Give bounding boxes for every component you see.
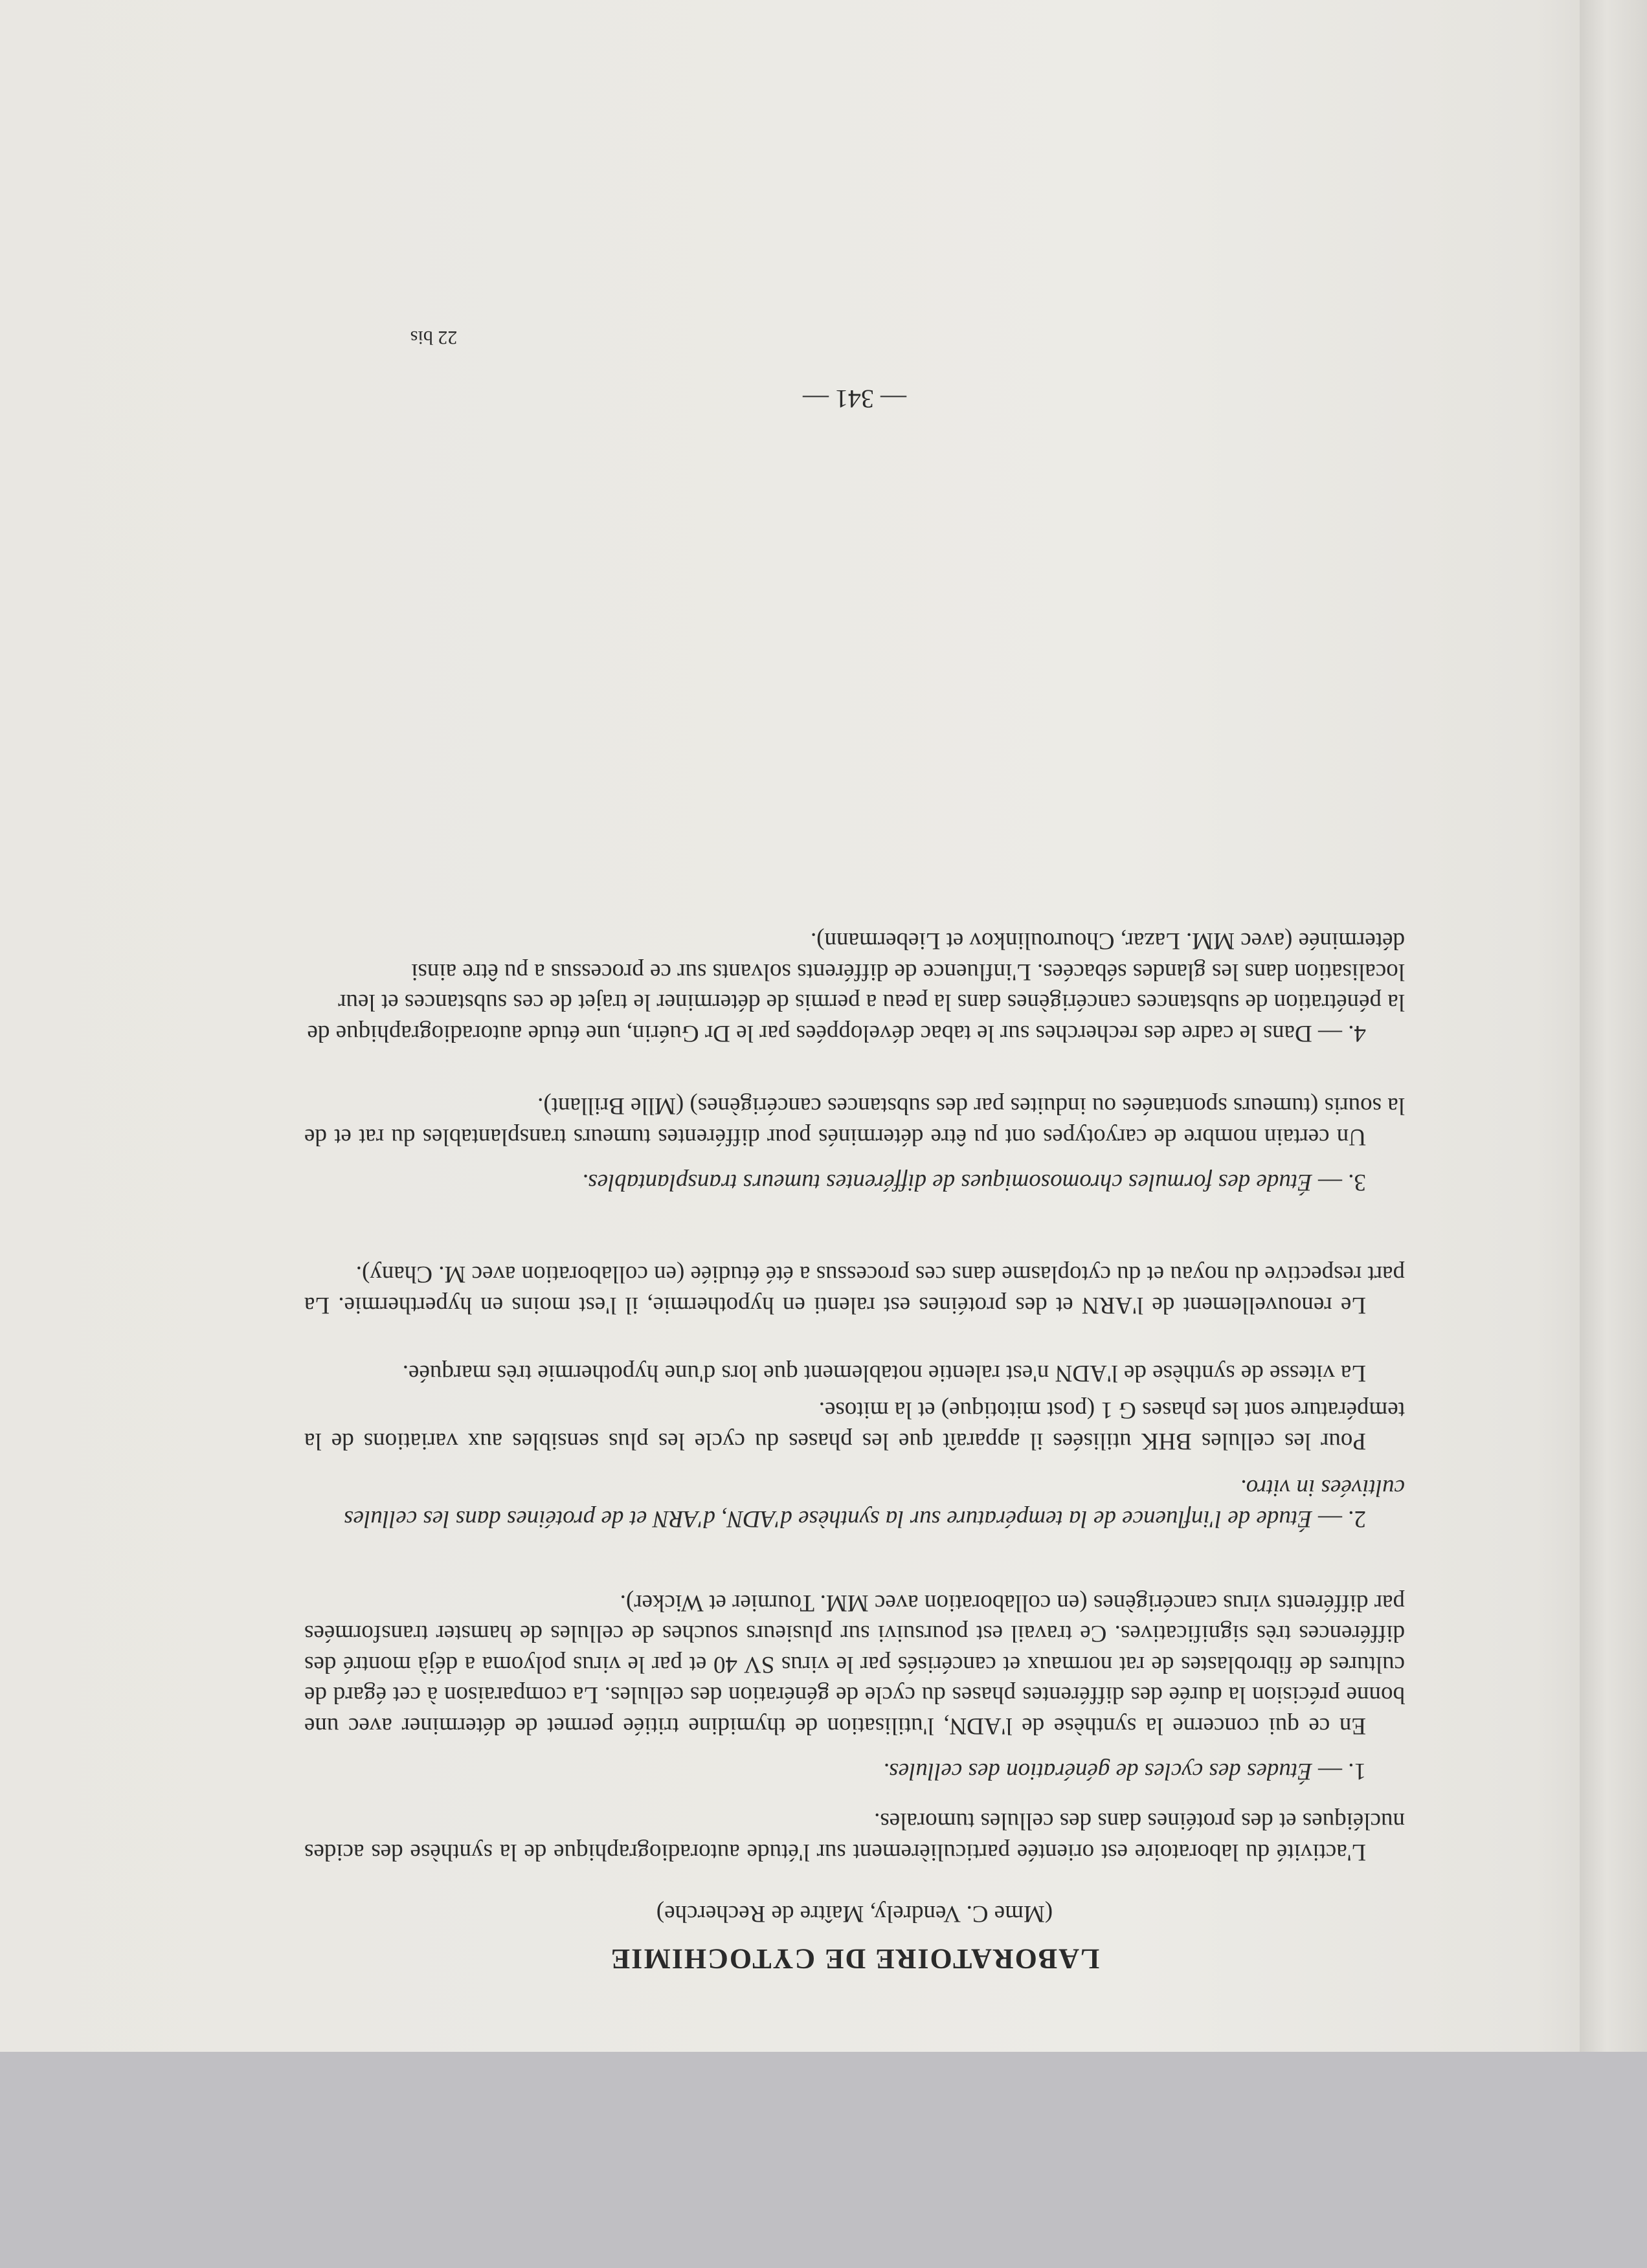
page-number: — 341 — (803, 384, 906, 414)
section-2-paragraph-2: La vitesse de synthèse de l'ADN n'est ralentie notablement que lors d'une hypothermie très marquée. (402, 1360, 1366, 1386)
section-2-paragraph-3: Le renouvellement de l'ARN et des protéines est ralenti en hypothermie, il l'est moins en hyperthermie. La part respective du noyau et du cytoplasme dans ces processus a été étudiée (en collaboration avec M. Chany). (304, 1261, 1405, 1318)
section-1-paragraph: En ce qui concerne la synthèse de l'ADN, l'utilisation de thymidine tritiée permet de déterminer avec une bonne précision la durée des différentes phases du cycle de génération des cellules. La comparaison à cet égard de cultures de fibroblastes de rat normaux et cancérisés par le virus SV 40 et par le virus polyoma a déjà montré des différences très significatives. Ce travail est poursuivi sur plusieurs souches de cellules de hamster transformées par différents virus cancérigènes (en collaboration avec MM. Tournier et Wicker). (304, 1589, 1405, 1739)
section-3-heading (304, 1166, 1405, 1197)
scanner-background (0, 2052, 1647, 2268)
page-reference: 22 bis (410, 327, 458, 348)
section-2-heading (304, 1473, 1405, 1534)
section-4-number: 4. — (1318, 1020, 1366, 1047)
section-4-heading (304, 926, 1405, 1049)
section-3-paragraph: Un certain nombre de caryotypes ont pu être déterminés pour différentes tumeurs transplantables du rat et de la souris (tumeurs spontanées ou induites par des substances cancérigènes) (Mlle Brillant). (304, 1093, 1405, 1150)
section-2-number: 2. — (1318, 1506, 1366, 1532)
lab-title: LABORATOIRE DE CYTOCHIMIE (609, 1943, 1100, 1975)
section-2-paragraph-1: Pour les cellules BHK utilisées il apparaît que les phases du cycle les plus sensibles aux variations de la température sont les phases G 1 (post mitotique) et la mitose. (304, 1397, 1405, 1454)
lab-director: (Mme C. Vendrely, Maître de Recherche) (656, 1900, 1053, 1927)
section-1-title: Études des cycles de génération des cellules. (883, 1758, 1312, 1784)
section-4-paragraph: Dans le cadre des recherches sur le tabac développées par le Dr Guérin, une étude autoradiographique de la pénétration de substances cancérigènes dans la peau a permis de déterminer le trajet de ces substances et leur localisation dans les glandes sébacées. L'influence de différents solvants sur ce processus a pu être ainsi déterminée (avec MM. Lazar, Chouroulinkov et Liebermann). (307, 928, 1405, 1047)
section-3-number: 3. — (1318, 1169, 1366, 1195)
page-fold (1580, 0, 1647, 2052)
page-content (304, 162, 1405, 1974)
section-1-number: 1. — (1318, 1758, 1366, 1784)
section-3-title: Étude des formules chromosomiques de différentes tumeurs transplantables. (582, 1169, 1312, 1195)
section-2-title: Étude de l'influence de la température sur la synthèse d'ADN, d'ARN et de protéines dans les cellules cultivées in vitro. (344, 1474, 1405, 1532)
section-1-heading (304, 1755, 1405, 1786)
intro-paragraph: L'activité du laboratoire est orientée particulièrement sur l'étude autoradiographique de la synthèse des acides nucléiques et des protéines dans des cellules tumorales. (304, 1808, 1405, 1865)
